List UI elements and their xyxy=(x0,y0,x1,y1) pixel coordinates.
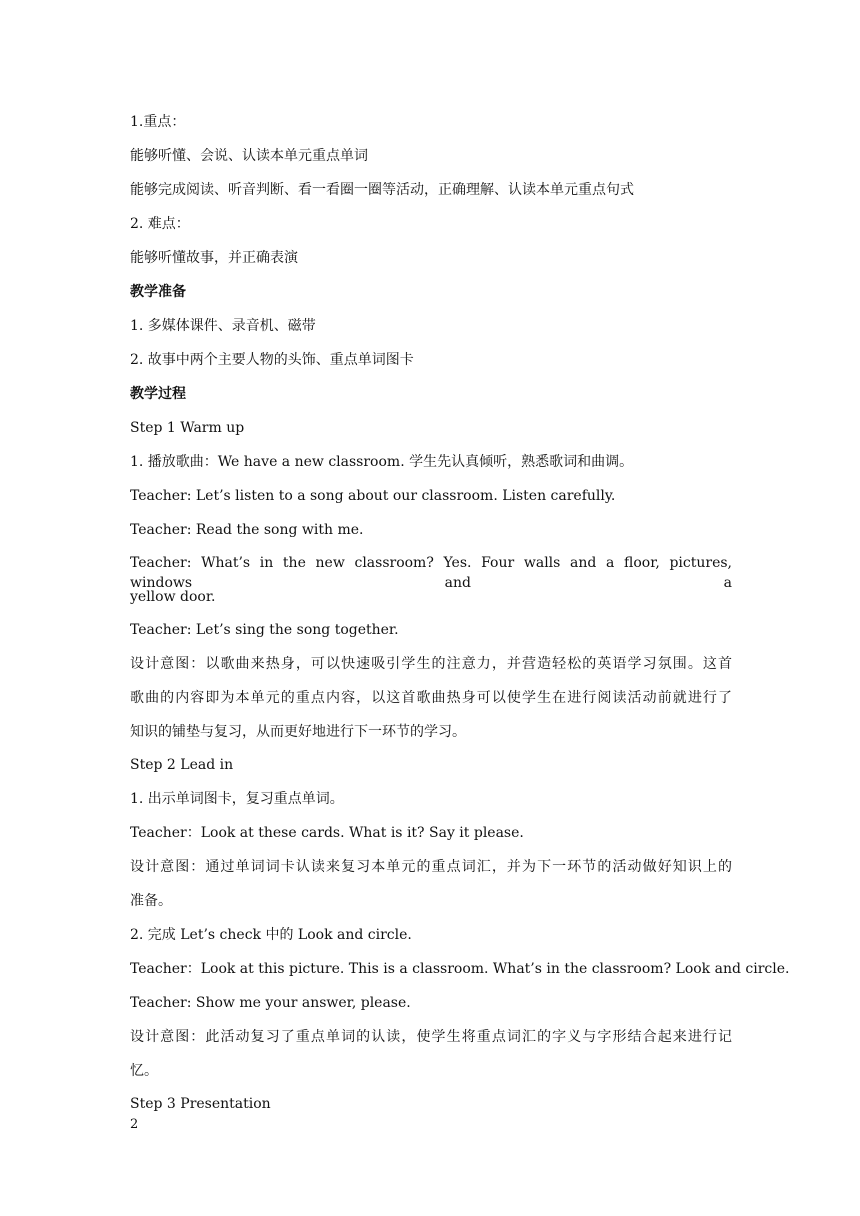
text-line: 能够完成阅读、听音判断、看一看圈一圈等活动，正确理解、认读本单元重点句式 xyxy=(130,182,634,198)
text-line: 设计意图：通过单词词卡认读来复习本单元的重点词汇，并为下一环节的活动做好知识上的 xyxy=(130,859,732,875)
text-line: 1.重点： xyxy=(130,114,186,130)
text-line: Teacher：Look at this picture. This is a classroom. What’s in the classroom? Look and circle. xyxy=(130,961,790,977)
section-heading: 教学准备 xyxy=(130,284,186,300)
text-line: Teacher: Show me your answer, please. xyxy=(130,995,411,1011)
text-line: yellow door. xyxy=(130,589,216,605)
text-line: 1. 播放歌曲：We have a new classroom. 学生先认真倾听，熟悉歌词和曲调。 xyxy=(130,454,634,470)
text-line: 设计意图：此活动复习了重点单词的认读，使学生将重点词汇的字义与字形结合起来进行记 xyxy=(130,1029,732,1045)
text-line: 忆。 xyxy=(130,1063,158,1079)
text-line: 准备。 xyxy=(130,893,172,909)
text-line: Step 3 Presentation xyxy=(130,1096,271,1112)
text-line: 歌曲的内容即为本单元的重点内容，以这首歌曲热身可以使学生在进行阅读活动前就进行了 xyxy=(130,690,732,706)
text-line: Teacher: Let’s listen to a song about our classroom. Listen carefully. xyxy=(130,488,616,504)
text-line: Step 1 Warm up xyxy=(130,420,245,436)
text-line: 1. 多媒体课件、录音机、磁带 xyxy=(130,318,316,334)
text-line: 能够听懂、会说、认读本单元重点单词 xyxy=(130,148,368,164)
text-line: 能够听懂故事，并正确表演 xyxy=(130,250,298,266)
text-line: 知识的铺垫与复习，从而更好地进行下一环节的学习。 xyxy=(130,724,466,740)
text-line: Teacher：Look at these cards. What is it? Say it please. xyxy=(130,825,524,841)
text-line: Teacher: Let’s sing the song together. xyxy=(130,622,399,638)
text-line: Teacher: What’s in the new classroom? Yes. Four walls and a floor, pictures, windows and a xyxy=(130,555,732,591)
text-line: 2. 故事中两个主要人物的头饰、重点单词图卡 xyxy=(130,352,414,368)
page-number: 2 xyxy=(130,1117,139,1132)
text-line: 1. 出示单词图卡，复习重点单词。 xyxy=(130,791,344,807)
section-heading: 教学过程 xyxy=(130,386,186,402)
text-line: 2. 完成 Let’s check 中的 Look and circle. xyxy=(130,927,412,943)
text-line: 设计意图：以歌曲来热身，可以快速吸引学生的注意力，并营造轻松的英语学习氛围。这首 xyxy=(130,656,732,672)
text-line: 2. 难点： xyxy=(130,216,190,232)
text-line: Step 2 Lead in xyxy=(130,757,234,773)
text-line: Teacher: Read the song with me. xyxy=(130,522,364,538)
